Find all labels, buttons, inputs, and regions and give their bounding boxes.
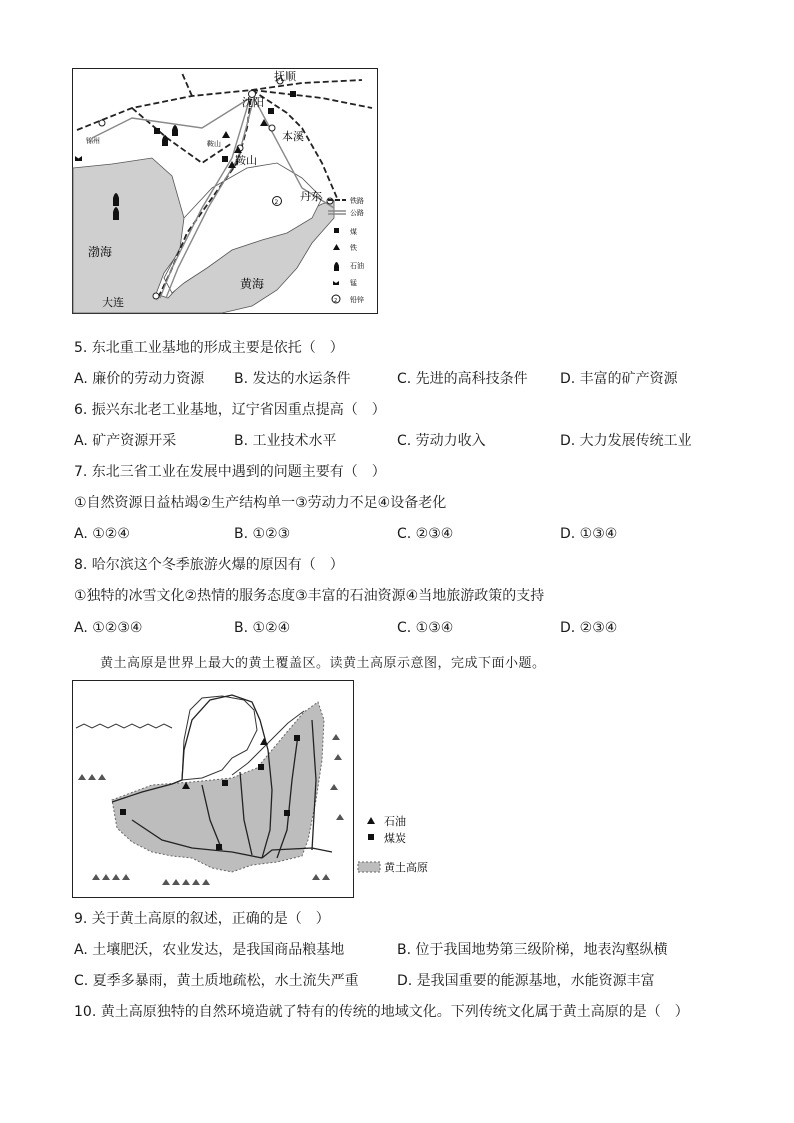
q9-option-a[interactable]: A. 土壤肥沃，农业发达，是我国商品粮基地 xyxy=(74,942,345,958)
legend-highway: 公路 xyxy=(350,209,364,217)
label-benxi: 本溪 xyxy=(282,130,304,143)
question-10-stem: 10. 黄土高原独特的自然环境造就了特有的传统的地域文化。下列传统文化属于黄土高原的是（ ） xyxy=(74,1004,689,1020)
label-shenyang: 沈阳 xyxy=(242,96,264,109)
label-anshan-small: 鞍山 xyxy=(207,140,221,148)
label-anshan: 鞍山 xyxy=(235,154,257,167)
legend-leadzinc: 铅锌 xyxy=(350,296,364,304)
question-9-stem: 9. 关于黄土高原的叙述，正确的是（ ） xyxy=(74,911,330,927)
label-jinzhou: 锦州 xyxy=(86,137,100,145)
label-fushun: 抚顺 xyxy=(274,70,296,83)
q6-option-a[interactable]: A. 矿产资源开采 xyxy=(74,433,177,449)
question-8-stem: 8. 哈尔滨这个冬季旅游火爆的原因有（ ） xyxy=(74,557,344,573)
question-6-stem: 6. 振兴东北老工业基地，辽宁省因重点提高（ ） xyxy=(74,402,386,418)
legend-coal-2: 煤炭 xyxy=(384,832,406,845)
q7-option-b[interactable]: B. ①②③ xyxy=(234,526,291,542)
q8-option-a[interactable]: A. ①②③④ xyxy=(74,620,143,636)
q6-option-d[interactable]: D. 大力发展传统工业 xyxy=(560,433,692,449)
q7-option-d[interactable]: D. ①③④ xyxy=(560,526,618,542)
svg-text:2: 2 xyxy=(334,298,338,304)
q6-option-c[interactable]: C. 劳动力收入 xyxy=(397,433,486,449)
legend-coal: 煤 xyxy=(350,228,357,236)
legend-manganese: 锰 xyxy=(350,279,357,287)
question-7-stem: 7. 东北三省工业在发展中遇到的问题主要有（ ） xyxy=(74,464,386,480)
map2-legend xyxy=(358,814,428,874)
q5-option-d[interactable]: D. 丰富的矿产资源 xyxy=(560,371,678,387)
question-7-statements: ①自然资源日益枯竭②生产结构单一③劳动力不足④设备老化 xyxy=(74,495,447,511)
label-dandong: 丹东 xyxy=(300,190,322,203)
q9-option-b[interactable]: B. 位于我国地势第三级阶梯，地表沟壑纵横 xyxy=(397,942,668,958)
q9-option-c[interactable]: C. 夏季多暴雨，黄土质地疏松，水土流失严重 xyxy=(74,973,359,989)
question-5-stem: 5. 东北重工业基地的形成主要是依托（ ） xyxy=(74,340,344,356)
loess-plateau-map xyxy=(72,680,432,898)
legend-plateau: 黄土高原 xyxy=(384,861,428,874)
svg-text:2: 2 xyxy=(274,199,279,206)
q7-option-c[interactable]: C. ②③④ xyxy=(397,526,454,542)
q5-option-c[interactable]: C. 先进的高科技条件 xyxy=(397,371,528,387)
question-8-statements: ①独特的冰雪文化②热情的服务态度③丰富的石油资源④当地旅游政策的支持 xyxy=(74,588,545,604)
q9-option-d[interactable]: D. 是我国重要的能源基地，水能资源丰富 xyxy=(397,973,655,989)
legend-iron: 铁 xyxy=(350,244,357,252)
loess-intro: 黄土高原是世界上最大的黄土覆盖区。读黄土高原示意图，完成下面小题。 xyxy=(100,656,546,671)
leadzinc-symbol xyxy=(273,197,282,207)
q8-option-c[interactable]: C. ①③④ xyxy=(397,620,454,636)
q7-option-a[interactable]: A. ①②④ xyxy=(74,526,130,542)
q8-option-d[interactable]: D. ②③④ xyxy=(560,620,618,636)
q5-option-a[interactable]: A. 廉价的劳动力资源 xyxy=(74,371,205,387)
label-bohai: 渤海 xyxy=(88,245,113,259)
legend-railway: 铁路 xyxy=(350,197,364,205)
liaoning-industry-map xyxy=(72,68,378,314)
legend-oil-2: 石油 xyxy=(384,815,406,828)
q8-option-b[interactable]: B. ①②④ xyxy=(234,620,291,636)
q6-option-b[interactable]: B. 工业技术水平 xyxy=(234,433,337,449)
q5-option-b[interactable]: B. 发达的水运条件 xyxy=(234,371,351,387)
legend-oil: 石油 xyxy=(350,262,364,270)
label-dalian: 大连 xyxy=(102,296,124,309)
label-huanghai: 黄海 xyxy=(240,277,265,291)
